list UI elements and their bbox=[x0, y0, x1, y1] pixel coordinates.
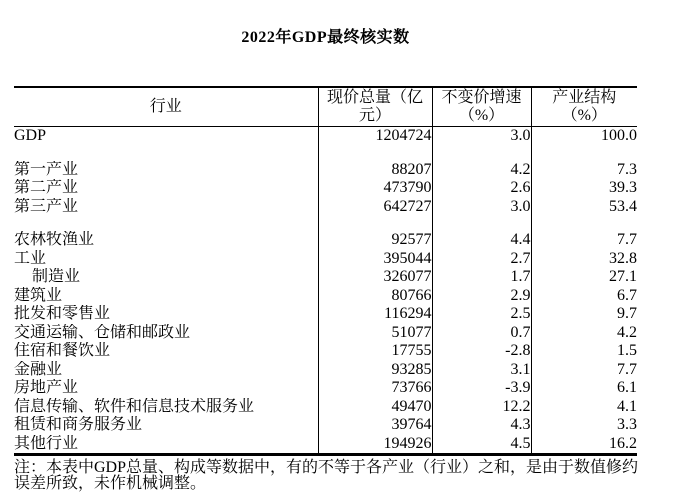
cell-industry: 第一产业 bbox=[14, 160, 79, 178]
spacer-row bbox=[14, 216, 637, 231]
cell-industrial-structure: 9.7 bbox=[531, 305, 637, 324]
cell-current-price-total: 642727 bbox=[318, 198, 432, 217]
cell-constant-price-growth: 2.6 bbox=[432, 179, 531, 198]
cell-industrial-structure: 16.2 bbox=[531, 435, 637, 455]
cell-constant-price-growth: 4.3 bbox=[432, 416, 531, 435]
cell-current-price-total: 93285 bbox=[318, 361, 432, 380]
table-header bbox=[14, 87, 637, 127]
cell-industrial-structure: 1.5 bbox=[531, 342, 637, 361]
cell-constant-price-growth: 4.2 bbox=[432, 161, 531, 180]
document bbox=[14, 0, 637, 492]
cell-current-price-total: 326077 bbox=[318, 268, 432, 287]
footnote: 注：本表中GDP总量、构成等数据中，有的不等于各产业（行业）之和，是由于数值修约误差所致，未作机械调整。 bbox=[14, 459, 639, 492]
col-header-industrial-structure bbox=[531, 87, 637, 127]
cell-industry: 工业 bbox=[14, 249, 47, 267]
cell-constant-price-growth: 2.5 bbox=[432, 305, 531, 324]
cell-current-price-total: 49470 bbox=[318, 398, 432, 417]
gdp-table bbox=[14, 86, 637, 456]
cell-current-price-total: 17755 bbox=[318, 342, 432, 361]
cell-industrial-structure: 7.7 bbox=[531, 361, 637, 380]
cell-constant-price-growth: 4.4 bbox=[432, 231, 531, 250]
cell-constant-price-growth: 3.0 bbox=[432, 198, 531, 217]
cell-constant-price-growth: 3.1 bbox=[432, 361, 531, 380]
col-header-growth-line2: （%） bbox=[458, 107, 505, 124]
table-row bbox=[14, 198, 637, 217]
table-row bbox=[14, 324, 637, 343]
col-header-structure-line2: （%） bbox=[561, 107, 607, 124]
cell-industrial-structure: 100.0 bbox=[531, 127, 637, 146]
table-row bbox=[14, 342, 637, 361]
cell-constant-price-growth: 1.7 bbox=[432, 268, 531, 287]
cell-current-price-total: 116294 bbox=[318, 305, 432, 324]
cell-industrial-structure: 3.3 bbox=[531, 416, 637, 435]
table-row bbox=[14, 361, 637, 380]
cell-current-price-total: 39764 bbox=[318, 416, 432, 435]
page-title: 2022年GDP最终核实数 bbox=[241, 29, 410, 46]
cell-industry: 建筑业 bbox=[14, 286, 63, 304]
table-body bbox=[14, 127, 637, 455]
cell-current-price-total: 80766 bbox=[318, 287, 432, 306]
cell-current-price-total: 51077 bbox=[318, 324, 432, 343]
cell-constant-price-growth: 2.9 bbox=[432, 287, 531, 306]
cell-constant-price-growth: 12.2 bbox=[432, 398, 531, 417]
cell-industrial-structure: 7.3 bbox=[531, 161, 637, 180]
cell-industrial-structure: 4.1 bbox=[531, 398, 637, 417]
cell-industry: 第三产业 bbox=[14, 197, 79, 215]
cell-industry: 其他行业 bbox=[14, 434, 79, 452]
cell-current-price-total: 73766 bbox=[318, 379, 432, 398]
table-row bbox=[14, 268, 637, 287]
table-row bbox=[14, 287, 637, 306]
cell-industrial-structure: 7.7 bbox=[531, 231, 637, 250]
cell-current-price-total: 1204724 bbox=[318, 127, 432, 146]
cell-constant-price-growth: 4.5 bbox=[432, 435, 531, 455]
col-header-structure-line1: 产业结构 bbox=[552, 89, 617, 106]
table-row bbox=[14, 416, 637, 435]
col-header-current-price-total bbox=[318, 87, 432, 127]
cell-industrial-structure: 6.1 bbox=[531, 379, 637, 398]
col-header-growth-line1: 不变价增速 bbox=[441, 89, 522, 106]
table-row bbox=[14, 250, 637, 269]
cell-current-price-total: 88207 bbox=[318, 161, 432, 180]
col-header-industry-label: 行业 bbox=[149, 98, 182, 115]
table-row bbox=[14, 398, 637, 417]
cell-industrial-structure: 27.1 bbox=[531, 268, 637, 287]
cell-current-price-total: 194926 bbox=[318, 435, 432, 455]
cell-constant-price-growth: -3.9 bbox=[432, 379, 531, 398]
header-row bbox=[14, 87, 637, 127]
cell-industrial-structure: 4.2 bbox=[531, 324, 637, 343]
cell-industry: GDP bbox=[14, 127, 47, 144]
table-row bbox=[14, 127, 637, 146]
spacer-row bbox=[14, 146, 637, 161]
cell-current-price-total: 395044 bbox=[318, 250, 432, 269]
col-header-total-line2: 元） bbox=[358, 107, 391, 124]
cell-constant-price-growth: 2.7 bbox=[432, 250, 531, 269]
cell-industry: 租赁和商务服务业 bbox=[14, 416, 143, 433]
cell-industry: 信息传输、软件和信息技术服务业 bbox=[14, 397, 255, 415]
cell-industry: 农林牧渔业 bbox=[14, 231, 95, 248]
col-header-industry bbox=[14, 87, 318, 127]
col-header-total-line1: 现价总量（亿 bbox=[326, 89, 423, 106]
cell-industrial-structure: 39.3 bbox=[531, 179, 637, 198]
cell-industry: 交通运输、仓储和邮政业 bbox=[14, 323, 191, 341]
cell-industry: 住宿和餐饮业 bbox=[14, 342, 111, 359]
cell-constant-price-growth: 0.7 bbox=[432, 324, 531, 343]
cell-current-price-total: 92577 bbox=[318, 231, 432, 250]
cell-industry: 房地产业 bbox=[14, 379, 79, 396]
col-header-constant-price-growth bbox=[432, 87, 531, 127]
cell-industry: 制造业 bbox=[32, 268, 81, 285]
table-row bbox=[14, 179, 637, 198]
cell-industrial-structure: 6.7 bbox=[531, 287, 637, 306]
cell-constant-price-growth: 3.0 bbox=[432, 127, 531, 146]
cell-industry: 第二产业 bbox=[14, 179, 79, 196]
cell-industrial-structure: 53.4 bbox=[531, 198, 637, 217]
table-row bbox=[14, 305, 637, 324]
cell-constant-price-growth: -2.8 bbox=[432, 342, 531, 361]
table-row bbox=[14, 379, 637, 398]
cell-current-price-total: 473790 bbox=[318, 179, 432, 198]
table-row bbox=[14, 435, 637, 455]
cell-industrial-structure: 32.8 bbox=[531, 250, 637, 269]
cell-industry: 批发和零售业 bbox=[14, 305, 111, 322]
cell-industry: 金融业 bbox=[14, 360, 63, 378]
table-row bbox=[14, 231, 637, 250]
table-row bbox=[14, 161, 637, 180]
